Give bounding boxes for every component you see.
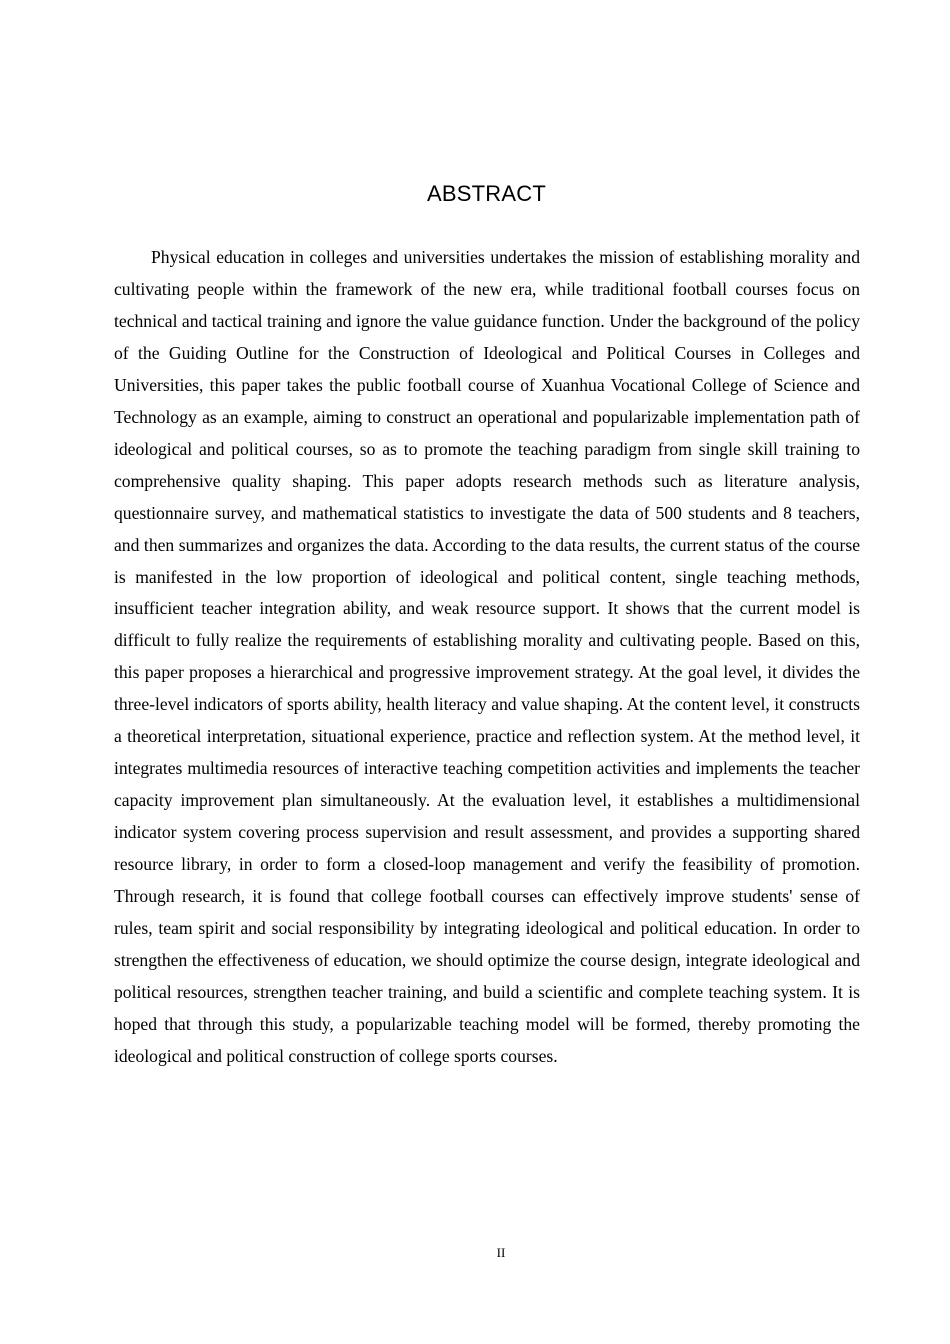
abstract-body: Physical education in colleges and universities undertakes the mission of establishing morality and cultivating people within the framework of the new era, while traditional football courses focus on technical and tactical training and ignore the value guidance function. Under the background of the policy of the Guiding Outline for the Construction of Ideological and Political Courses in Colleges and Universities, this paper takes the public football course of Xuanhua Vocational College of Science and Technology as an example, aiming to construct an operational and popularizable implementation path of ideological and political courses, so as to promote the teaching paradigm from single skill training to comprehensive quality shaping. This paper adopts research methods such as literature analysis, questionnaire survey, and mathematical statistics to investigate the data of 500 students and 8 teachers, and then summarizes and organizes the data. According to the data results, the current status of the course is manifested in the low proportion of ideological and political content, single teaching methods, insufficient teacher integration ability, and weak resource support. It shows that the current model is difficult to fully realize the requirements of establishing morality and cultivating people. Based on this, this paper proposes a hierarchical and progressive improvement strategy. At the goal level, it divides the three-level indicators of sports ability, health literacy and value shaping. At the content level, it constructs a theoretical interpretation, situational experience, practice and reflection system. At the method level, it integrates multimedia resources of interactive teaching competition activities and implements the teacher capacity improvement plan simultaneously. At the evaluation level, it establishes a multidimensional indicator system covering process supervision and result assessment, and provides a supporting shared resource library, in order to form a closed-loop management and verify the feasibility of promotion. Through research, it is found that college football courses can effectively improve students' sense of rules, team spirit and social responsibility by integrating ideological and political education. In order to strengthen the effectiveness of education, we should optimize the course design, integrate ideological and political resources, strengthen teacher training, and build a scientific and complete teaching system. It is hoped that through this study, a popularizable teaching model will be formed, thereby promoting the ideological and political construction of college sports courses. bbox=[114, 247, 860, 1066]
page-number: II bbox=[496, 1245, 506, 1260]
abstract-title: ABSTRACT bbox=[427, 181, 546, 206]
